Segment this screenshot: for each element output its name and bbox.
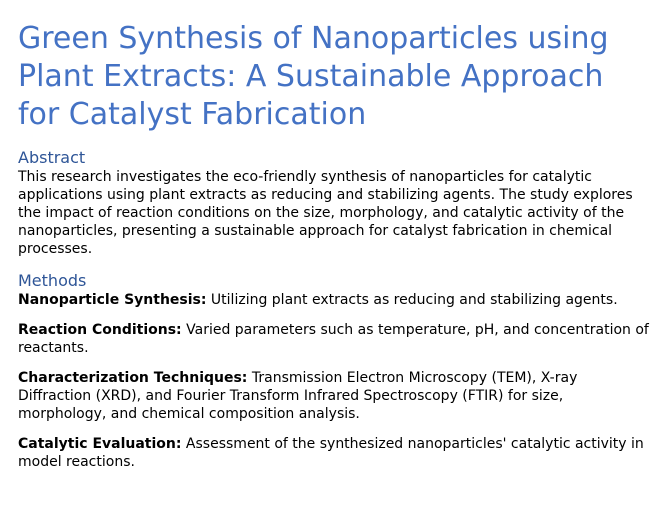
method-text: Varied parameters such as temperature, pH, and concentration of reactants. [18,322,649,356]
method-text: Assessment of the synthesized nanoparticles' catalytic activity in model reactions. [18,436,644,470]
method-item-reaction-conditions [18,321,650,357]
paper-title: Green Synthesis of Nanoparticles using Plant Extracts: A Sustainable Approach for Catalyst Fabrication [18,21,609,132]
method-text: Utilizing plant extracts as reducing and stabilizing agents. [206,292,618,308]
method-label: Reaction Conditions: [18,322,182,338]
abstract-section [18,148,645,258]
method-text: Transmission Electron Microscopy (TEM), X-ray Diffraction (XRD), and Fourier Transform Infrared Spectroscopy (FTIR) for size, morphology, and chemical composition analysis. [18,370,578,422]
method-item-characterization-techniques [18,369,650,423]
methods-section [18,271,649,471]
method-item-nanoparticle-synthesis [18,291,650,309]
method-label: Nanoparticle Synthesis: [18,292,207,308]
abstract-heading: Abstract [18,148,86,167]
method-item-catalytic-evaluation [18,435,650,471]
methods-heading: Methods [18,271,87,290]
abstract-text: This research investigates the eco-friendly synthesis of nanoparticles for catalytic applications using plant extracts as reducing and stabilizing agents. The study explores the impact of reaction conditions on the size, morphology, and catalytic activity of the nanoparticles, presenting a sustainable approach for catalyst fabrication in chemical processes. [18,169,633,257]
method-label: Catalytic Evaluation: [18,436,182,452]
method-label: Characterization Techniques: [18,370,248,386]
